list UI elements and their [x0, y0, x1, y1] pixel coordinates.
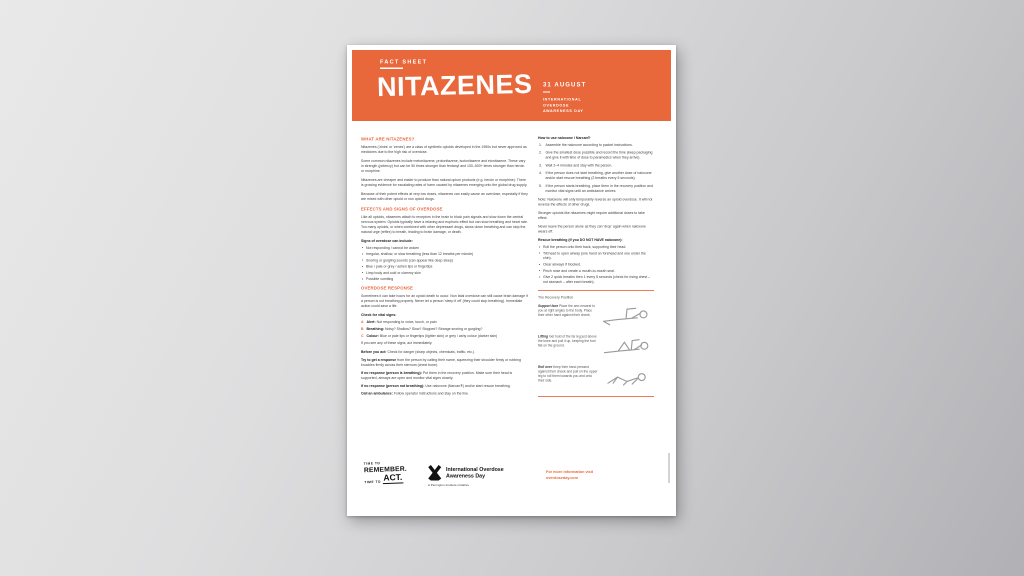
event-name	[543, 97, 586, 114]
poster-title: NITAZENES	[376, 68, 533, 103]
document-page	[347, 45, 676, 516]
recovery-term: Roll over	[538, 365, 553, 369]
vital-sign-row	[361, 320, 528, 325]
section-heading-overdose-response: OVERDOSE RESPONSE	[361, 285, 413, 291]
paragraph: Like all opioids, nitazenes attach to receptors in the brain to block pain signals and slow down the central nervous system. Opioids typically have a relaxing and euphoric effect but can slow breathing and heart rate. Too many opioids, or when combined with other depressant drugs, slows down breathing and can stop the natural urge (reflex) to breath, leading to brain damage, or death.	[361, 215, 528, 234]
note-paragraph: Never leave the person alone as they can 'drop' again when naloxone wears off.	[538, 225, 646, 234]
recovery-illustration-roll-over	[601, 365, 653, 391]
action-text: from the person by calling their name, squeezing their shoulder firmly or rubbing knuckles firmly across their sternum (chest bone).	[361, 358, 521, 367]
recovery-illustration-support-face	[601, 304, 653, 330]
list-item: • Limp body and cold or clammy skin	[361, 271, 528, 276]
action-term: Try to get a response	[361, 358, 397, 362]
recovery-text: Place the arm nearest to you at right angles to the body. Place their other hand against their cheek.	[538, 304, 595, 318]
fact-sheet-label: FACT SHEET	[380, 59, 428, 65]
left-column	[361, 136, 528, 400]
action-term: Call an ambulance:	[361, 392, 393, 396]
tagline-act: ACT.	[383, 472, 403, 483]
action-row	[361, 392, 528, 397]
numbered-step: If the person starts breathing, place them in the recovery position and monitor vital signs until an ambulance arrives.	[545, 184, 653, 193]
list-item: • Pinch nose and create a mouth-to-mouth seal.	[538, 269, 654, 274]
numbered-step: Assemble the naloxone according to packet instructions.	[545, 143, 633, 147]
section-divider	[538, 396, 654, 397]
recovery-text: Keep their hand pressed against their cheek and pull on the upper leg to roll them towards you and onto their side.	[538, 365, 598, 383]
tagline-small: TIME TO	[363, 461, 381, 466]
vitals-label: Check for vital signs:	[361, 313, 397, 318]
signs-label: Signs of overdose can include:	[361, 239, 413, 243]
numbered-step: Wait 2–4 minutes and stay with the person.	[545, 163, 613, 168]
list-item: • Clear airways if blocked.	[538, 263, 654, 268]
action-row	[361, 371, 528, 381]
recovery-term: Support face	[538, 304, 559, 308]
list-item: • Irregular, shallow, or slow breathing (less than 12 breaths per minute)	[361, 252, 528, 257]
list-item: • Tilt head to open airway (one hand on forehead and one under the chin).	[538, 251, 654, 261]
naloxone-notes	[538, 198, 654, 235]
vital-letter: A	[361, 320, 364, 325]
vital-term: Alert:	[366, 320, 376, 325]
naloxone-steps	[538, 143, 654, 194]
list-item: • Blue / pale or grey / ashen lips or fingertips	[361, 265, 528, 270]
action-text: Follow operator instructions and stay on the line.	[393, 392, 469, 396]
footer	[364, 459, 684, 519]
paragraph: Sometimes it can take hours for an opioid death to occur. Non fatal overdose can still cause brain damage if a person is not breathing properly. Never let a person 'sleep it off' (they could stop breathing). Immediate action could save a life.	[361, 294, 528, 309]
response-actions	[361, 350, 528, 397]
note-paragraph: Stronger opioids like nitazenes might require additional doses to take effect.	[538, 211, 645, 221]
action-term: If no response (person is breathing):	[361, 371, 422, 375]
vital-letter: B	[361, 327, 364, 332]
event-date-block	[543, 81, 586, 114]
action-text: Check for danger (sharp objects, chemicals, traffic, etc.).	[387, 350, 475, 354]
recovery-step-lifting	[538, 334, 654, 360]
recovery-step-support-face	[538, 304, 654, 330]
action-term: If no response (person not breathing):	[361, 384, 425, 388]
logo-subtitle: A Penington Institute initiative	[428, 484, 470, 487]
ioad-logo	[428, 465, 538, 487]
tagline-remember: REMEMBER.	[363, 464, 408, 474]
recovery-term: Lifting	[538, 334, 549, 339]
rescue-breathing-heading: Rescue breathing (if you DO NOT HAVE naloxone):	[538, 238, 623, 243]
tagline-small: TIME TO	[364, 480, 382, 485]
paragraph: Nitazenes ('zines' or 'zenes') are a class of synthetic opioids developed in the 1950s but never approved as medicines due to the high risk of overdose.	[361, 145, 527, 155]
vital-text: Not responding to voice, touch, or pain	[376, 320, 437, 325]
action-row	[361, 384, 528, 389]
vital-text: Blue or pale lips or fingertips (lighter skin) or grey / ashy colour (darker skin)	[379, 334, 498, 338]
action-row	[361, 358, 528, 368]
action-row	[361, 350, 528, 355]
list-item: • Snoring or gurgling sounds (can appear like deep sleep)	[361, 258, 528, 263]
vital-sign-row	[361, 327, 528, 332]
ioad-logo-icon	[428, 465, 442, 481]
numbered-step: Give the smallest dose possible and record the time (keep packaging and give it with time of dose to paramedics when they arrive).	[545, 151, 653, 160]
rescue-steps-list	[538, 245, 654, 285]
info-line: For more information visit	[546, 469, 594, 474]
action-text: Put them in the recovery position. Make sure their head is supported, airways are open and monitor vital signs closely.	[361, 371, 513, 380]
event-date: 31 AUGUST	[543, 81, 587, 88]
event-name-line: AWARENESS DAY	[543, 108, 584, 114]
list-item: • Roll the person onto their back, supporting their head.	[538, 245, 654, 250]
section-divider	[538, 290, 654, 291]
logo-wordmark-line: International Overdose	[446, 466, 504, 473]
act-immediately-note: If you see any of these signs, act immediately.	[361, 341, 433, 345]
recovery-step-roll-over	[538, 365, 654, 391]
right-column	[538, 136, 654, 401]
logo-wordmark-line: Awareness Day	[446, 472, 486, 479]
vital-term: Breathing:	[366, 327, 384, 332]
vertical-microtext	[668, 453, 670, 483]
vital-term: Colour:	[366, 334, 379, 338]
list-item: • Possible vomiting	[361, 277, 528, 282]
fact-sheet-header	[352, 50, 671, 121]
paragraph: Nitazenes are cheaper and easier to produce than natural opium products (e.g. heroin or morphine). There is growing evidence for escalating rates of harm caused by nitazenes emerging onto the global drug supply.	[361, 178, 528, 187]
logo-wordmark	[446, 467, 504, 479]
event-name-line: OVERDOSE	[543, 102, 570, 108]
list-item: • Give 2 quick breaths then 1 every 5 seconds (check for rising chest – not stomach – after each breath).	[538, 275, 654, 285]
vitals-list	[361, 320, 528, 339]
section-heading-what-are-nitazenes: WHAT ARE NITAZENES?	[361, 136, 415, 142]
vital-sign-row	[361, 334, 528, 339]
time-to-remember-tagline	[364, 461, 408, 484]
date-dash	[543, 92, 550, 93]
recovery-position-heading: The Recovery Position	[538, 295, 574, 300]
vital-text: Noisy? Shallow? Slow? Stopped? Strange snoring or gurgling?	[384, 327, 483, 332]
paragraph: Because of their potent effects at very low doses, nitazenes can easily cause an overdose, especially if they are mixed with other opioid or non opioid drugs.	[361, 192, 528, 201]
numbered-step: If the person does not start breathing, give another dose of naloxone and/or start rescue breathing (2 breaths every 5 seconds).	[545, 171, 652, 181]
action-text: Use naloxone (Narcan®) and/or start rescue breathing.	[425, 384, 511, 388]
section-heading-effects-signs: EFFECTS AND SIGNS OF OVERDOSE	[361, 206, 443, 212]
label-underline	[380, 68, 403, 69]
list-item: • Not responding / cannot be woken	[361, 246, 528, 251]
intro-paragraphs	[361, 145, 528, 202]
info-line: overdoseday.com	[546, 475, 579, 481]
more-info-text	[546, 469, 593, 481]
paragraph: Some common nitazenes include metonitazene, protonitazene, isotonitazene and etonitazene. These vary in strength (potency) but can be 50 times stronger than fentanyl and 100–500+ times stronger than heroin or morphine.	[361, 159, 526, 173]
naloxone-heading: How to use naloxone / Narcan®	[538, 136, 591, 140]
note-paragraph: Note: Naloxone will only temporarily reverse an opioid overdose. It will not reverse the effects of other drugs.	[538, 198, 653, 207]
vital-letter: C	[361, 334, 364, 338]
recovery-illustration-lifting	[601, 334, 653, 360]
recovery-text: Get hold of the far leg just above the knee and pull it up, keeping the foot flat on the ground.	[538, 334, 597, 348]
action-term: Before you act:	[361, 350, 387, 354]
signs-list	[361, 246, 528, 282]
event-name-line: INTERNATIONAL	[543, 97, 582, 102]
